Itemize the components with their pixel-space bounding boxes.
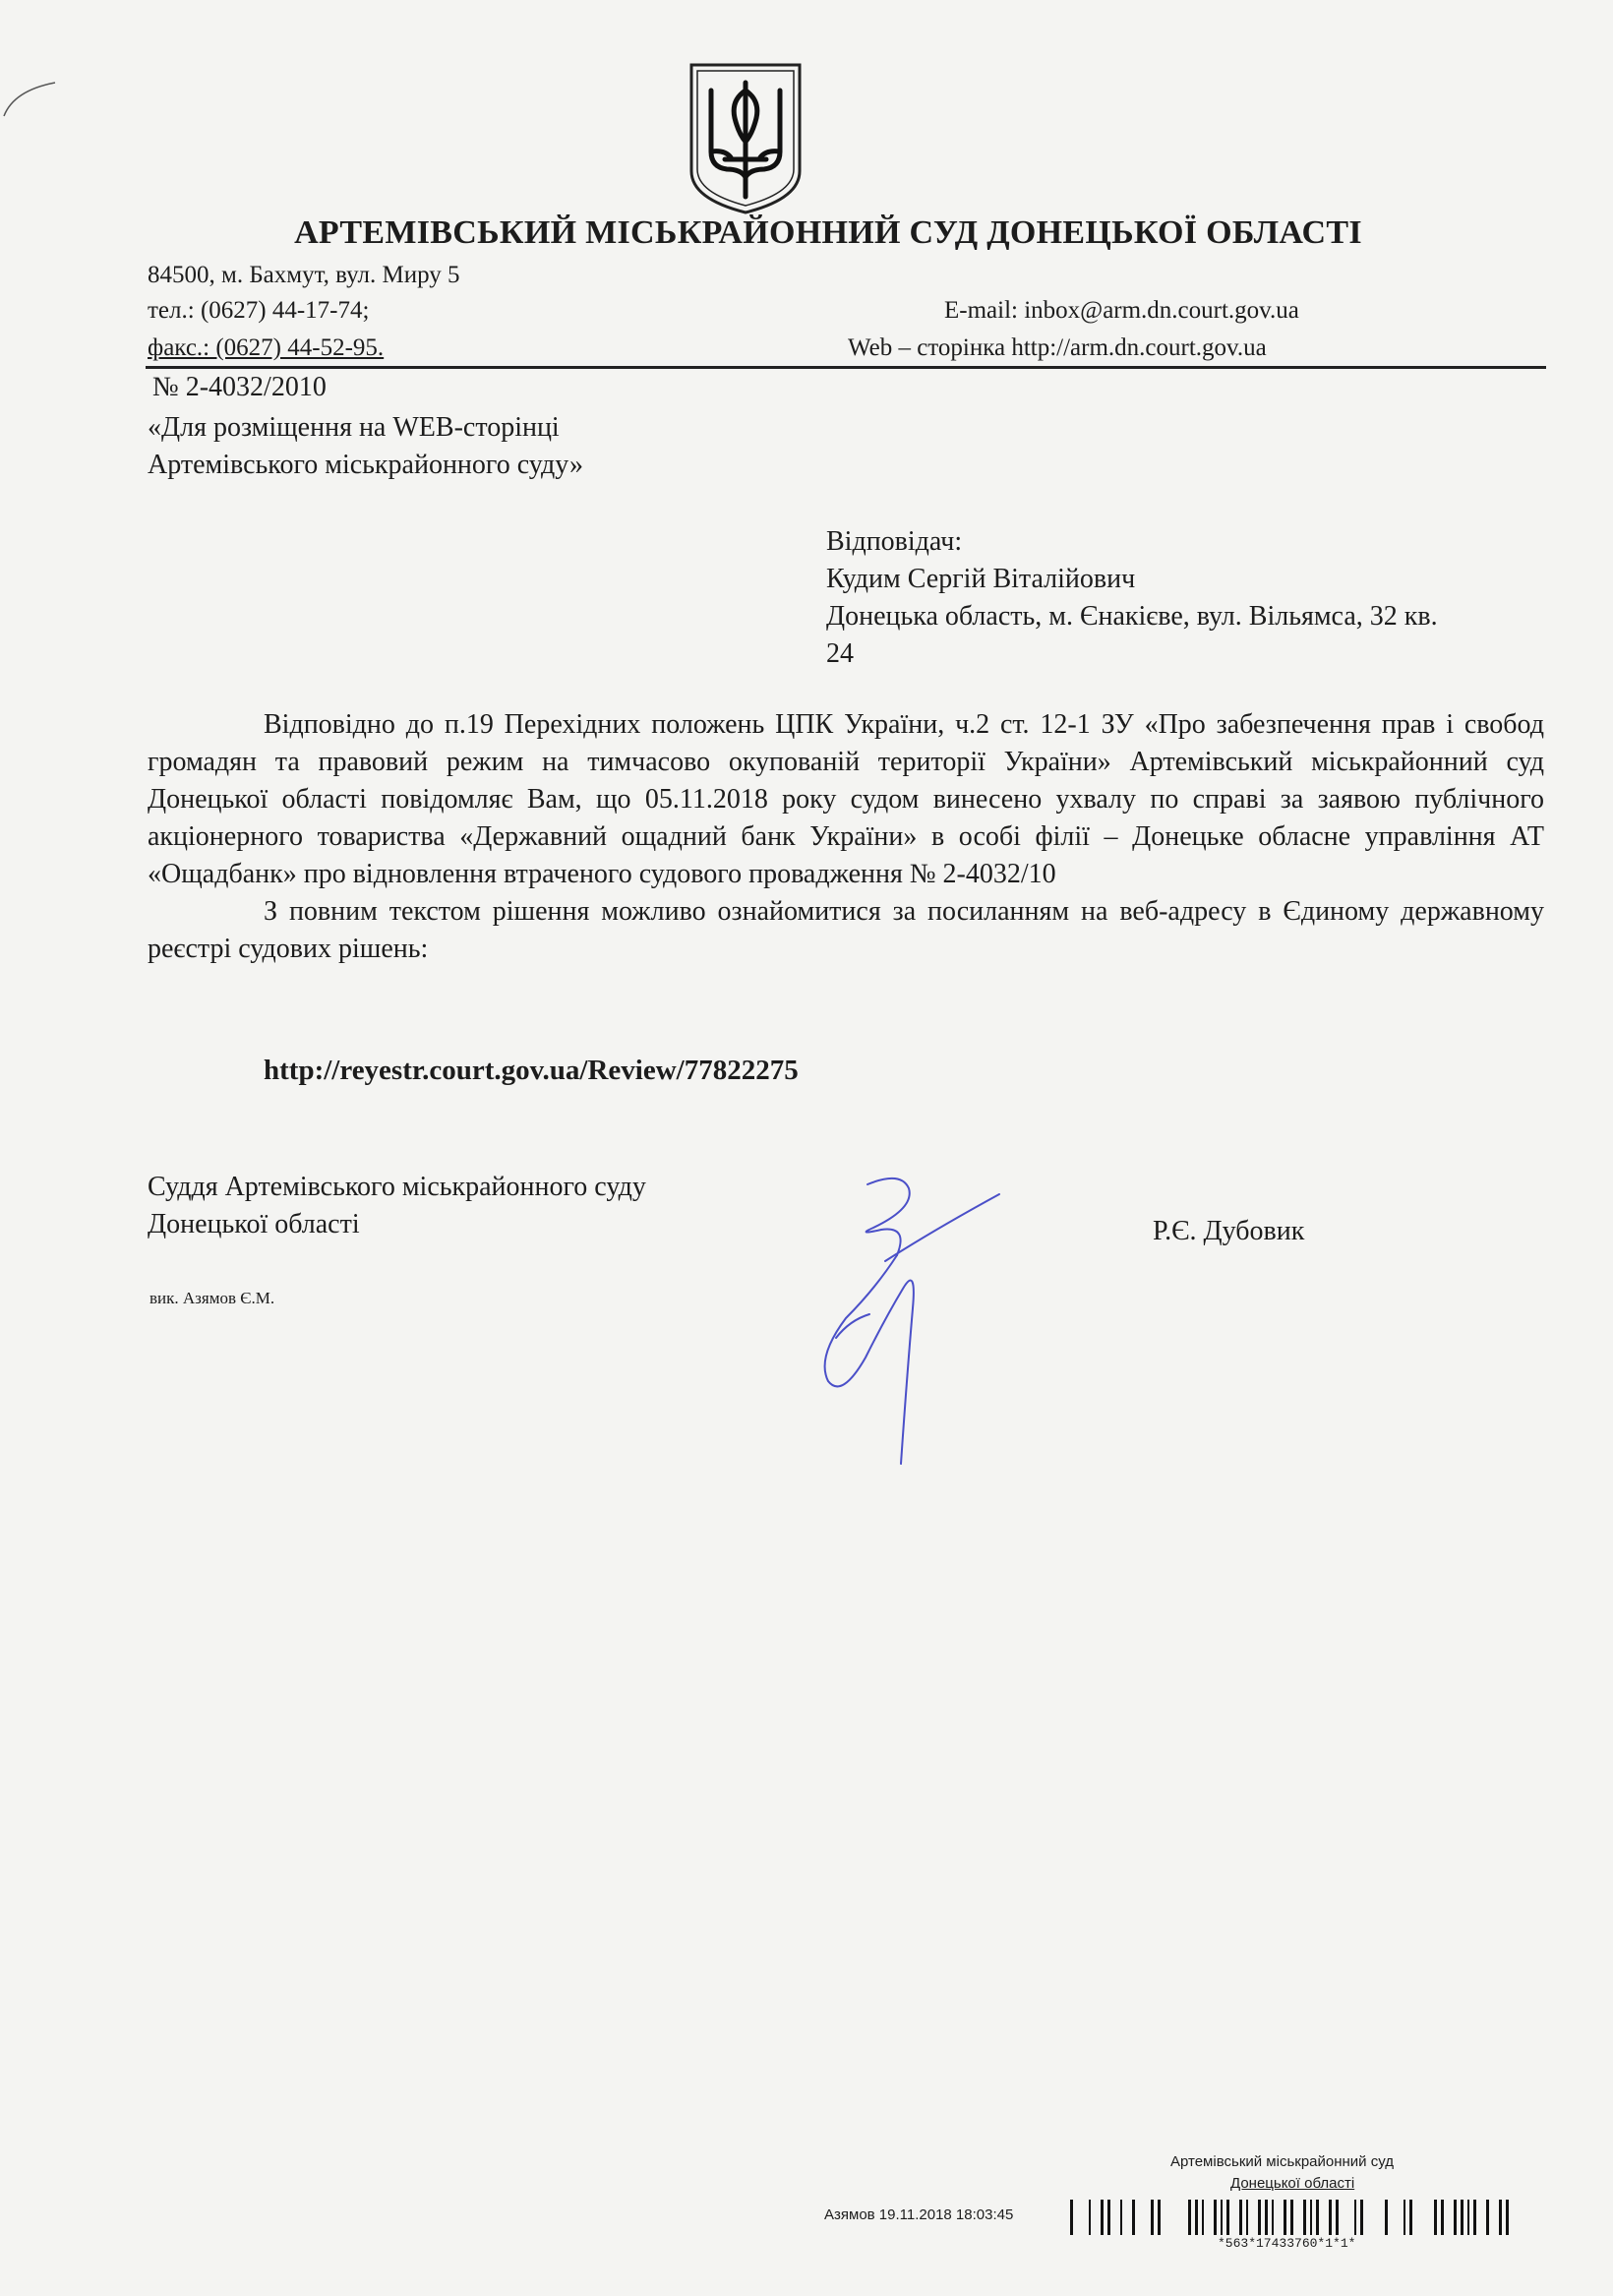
header-divider [146,366,1546,369]
executor-note: вик. Азямов Є.М. [149,1289,275,1307]
footer-court-name: Артемівський міськрайонний суд [1170,2153,1394,2170]
addressee-label: Відповідач: [826,526,963,557]
web-publication-note [148,409,583,484]
body-paragraph: З повним текстом рішення можливо ознайомитися за посиланням на веб-адресу в Єдиному державному реєстрі судових рішень: [148,896,1544,964]
addressee-address: Донецька область, м. Єнакієве, вул. Вільямса, 32 кв. [826,601,1438,632]
court-phone: тел.: (0627) 44-17-74; [148,297,370,324]
body-paragraph: Відповідно до п.19 Перехідних положень ЦПК України, ч.2 ст. 12-1 ЗУ «Про забезпечення прав і свобод громадян та правовий режим на тимчасово окупованій території України» Артемівський міськрайонний суд Донецької області повідомляє Вам, що 05.11.2018 року судом винесено ухвалу по справі за заявою публічного акціонерного товариства «Державний ощадний банк України» в особі філії – Донецьке обласне управління АТ «Ощадбанк» про відновлення втраченого судового провадження № 2-4032/10 [148,709,1544,889]
addressee-address-cont: 24 [826,638,854,669]
judge-title-line: Донецької області [148,1209,360,1239]
case-number: № 2-4032/2010 [152,372,327,402]
scan-edge-mark [0,79,59,118]
judge-name: Р.Є. Дубовик [1153,1216,1305,1246]
judge-title [148,1169,646,1243]
court-email: E-mail: inbox@arm.dn.court.gov.ua [944,297,1299,324]
handwritten-signature [806,1171,1003,1495]
court-web: Web – сторінка http://arm.dn.court.gov.ua [848,334,1267,361]
judge-title-line: Суддя Артемівського міськрайонного суду [148,1172,646,1202]
addressee-block [826,523,1438,673]
court-fax: факс.: (0627) 44-52-95. [148,334,385,361]
court-name-heading: АРТЕМІВСЬКИЙ МІСЬКРАЙОННИЙ СУД ДОНЕЦЬКОЇ ОБЛАСТІ [294,214,1362,251]
registry-link[interactable]: http://reyestr.court.gov.ua/Review/77822275 [264,1055,799,1086]
ukraine-coat-of-arms-icon [687,61,804,214]
document-barcode [1070,2200,1550,2235]
court-address: 84500, м. Бахмут, вул. Миру 5 [148,262,460,288]
notice-body [148,706,1544,968]
barcode-number: *563*17433760*1*1* [1218,2236,1356,2251]
web-note-line: Артемівського міськрайонного суду» [148,450,583,480]
registration-stamp: Азямов 19.11.2018 18:03:45 [824,2206,1014,2223]
web-note-line: «Для розміщення на WEB-сторінці [148,412,560,443]
footer-court-region: Донецької області [1230,2175,1355,2192]
addressee-name: Кудим Сергій Віталійович [826,564,1136,594]
